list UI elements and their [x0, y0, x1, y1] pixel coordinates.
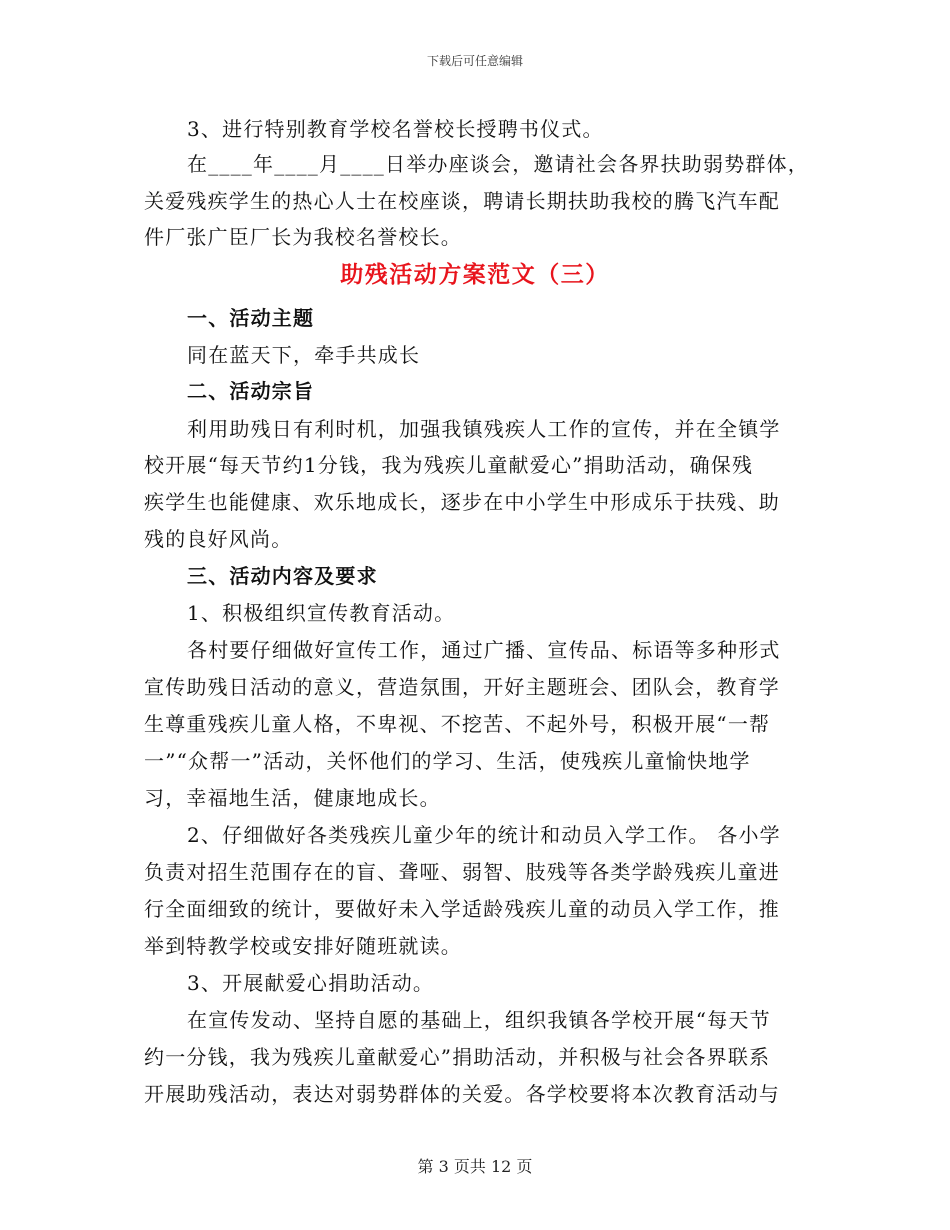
- paragraph-line: 件厂张广臣厂长为我校名誉校长。: [144, 225, 462, 249]
- paragraph-line: 约一分钱，我为残疾儿童献爱心”捐助活动，并积极与社会各界联系: [144, 1045, 771, 1069]
- paragraph-line: 习，幸福地生活，健康地成长。: [144, 786, 441, 810]
- section-heading: 一、活动主题: [187, 306, 315, 330]
- paragraph-line: 1、积极组织宣传教育活动。: [187, 601, 456, 625]
- paragraph-line: 校开展“每天节约1分钱，我为残疾儿童献爱心”捐助活动，确保残: [144, 453, 754, 477]
- paragraph-line: 3、进行特别教育学校名誉校长授聘书仪式。: [187, 117, 604, 141]
- paragraph-line: 开展助残活动，表达对弱势群体的关爱。各学校要将本次教育活动与: [144, 1082, 780, 1106]
- section-title: 助残活动方案范文（三）: [340, 261, 610, 288]
- paragraph-line: 利用助残日有利时机，加强我镇残疾人工作的宣传，并在全镇学: [187, 417, 781, 441]
- section-heading: 二、活动宗旨: [187, 379, 315, 403]
- page-footer: 第 3 页共 12 页: [417, 1157, 533, 1176]
- paragraph-line: 在宣传发动、坚持自愿的基础上，组织我镇各学校开展“每天节: [187, 1008, 771, 1032]
- paragraph-line: 生尊重残疾儿童人格，不卑视、不挖苦、不起外号，积极开展“一帮: [144, 712, 771, 736]
- paragraph-line: 3、开展献爱心捐助活动。: [187, 971, 435, 995]
- paragraph-line: 各村要仔细做好宣传工作，通过广播、宣传品、标语等多种形式: [187, 638, 781, 662]
- paragraph-line: 宣传助残日活动的意义，营造氛围，开好主题班会、团队会，教育学: [144, 675, 780, 699]
- paragraph-line: 疾学生也能健康、欢乐地成长，逐步在中小学生中形成乐于扶残、助: [144, 490, 780, 514]
- paragraph-line: 同在蓝天下，牵手共成长: [187, 343, 421, 367]
- paragraph-line: 一”“众帮一”活动，关怀他们的学习、生活，使残疾儿童愉快地学: [144, 749, 751, 773]
- section-heading: 三、活动内容及要求: [187, 564, 378, 588]
- paragraph-line: 在____年____月____日举办座谈会，邀请社会各界扶助弱势群体，: [187, 152, 809, 176]
- paragraph-line: 2、仔细做好各类残疾儿童少年的统计和动员入学工作。 各小学: [187, 823, 781, 847]
- paragraph-line: 行全面细致的统计，要做好未入学适龄残疾儿童的动员入学工作，推: [144, 897, 780, 921]
- paragraph-line: 举到特教学校或安排好随班就读。: [144, 934, 462, 958]
- paragraph-line: 负责对招生范围存在的盲、聋哑、弱智、肢残等各类学龄残疾儿童进: [144, 860, 780, 884]
- paragraph-line: 关爱残疾学生的热心人士在校座谈，聘请长期扶助我校的腾飞汽车配: [144, 189, 780, 213]
- page-header: 下载后可任意编辑: [426, 54, 523, 68]
- paragraph-line: 残的良好风尚。: [144, 527, 293, 551]
